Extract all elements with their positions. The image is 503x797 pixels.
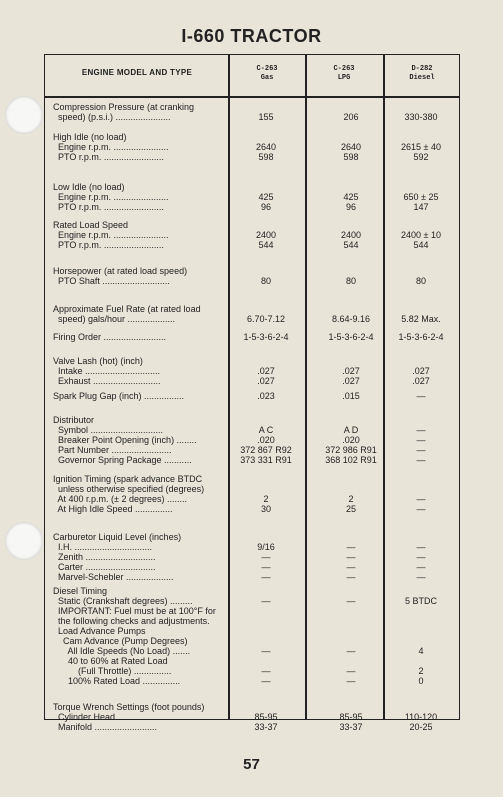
spec-value-c3: 2 xyxy=(418,666,424,676)
spec-value-c1: 155 xyxy=(258,112,274,122)
spec-value-c3: 80 xyxy=(415,276,426,286)
spec-value-c2: — xyxy=(346,646,356,656)
spec-value-c2: 33-37 xyxy=(339,722,363,732)
spec-label: Horsepower (at rated load speed) xyxy=(53,266,188,276)
spec-value-c3: 2400 ± 10 xyxy=(401,230,441,240)
spec-label: the following checks and adjustments. xyxy=(53,616,210,626)
spec-value-c2: 1-5-3-6-2-4 xyxy=(328,332,374,342)
spec-value-c1: — xyxy=(261,646,271,656)
binder-hole-top xyxy=(5,96,43,134)
spec-value-c1: 1-5-3-6-2-4 xyxy=(243,332,289,342)
spec-value-c2: .027 xyxy=(342,376,360,386)
spec-value-c2: — xyxy=(346,542,356,552)
spec-value-c3: 330-380 xyxy=(404,112,438,122)
header-col-gas-model: C-263 xyxy=(256,65,278,73)
spec-value-c2: — xyxy=(346,666,356,676)
spec-label: Static (Crankshaft degrees) ......... xyxy=(53,596,193,606)
spec-value-c1: 372 867 R92 xyxy=(240,445,292,455)
spec-value-c1: 9/16 xyxy=(257,542,275,552)
spec-value-c3: .027 xyxy=(412,376,430,386)
spec-value-c2: 8.64-9.16 xyxy=(331,314,371,324)
spec-value-c2: 544 xyxy=(343,240,359,250)
header-engine-model: ENGINE MODEL AND TYPE xyxy=(81,68,193,77)
spec-value-c3: — xyxy=(416,455,426,465)
spec-label: 40 to 60% at Rated Load xyxy=(53,656,168,666)
spec-value-c2: .015 xyxy=(342,391,360,401)
spec-label: High Idle (no load) xyxy=(53,132,127,142)
spec-value-c3: 1-5-3-6-2-4 xyxy=(398,332,444,342)
spec-value-c3: 20-25 xyxy=(409,722,433,732)
spec-value-c3: — xyxy=(416,445,426,455)
spec-label: Firing Order ......................... xyxy=(53,332,167,342)
spec-value-c3: — xyxy=(416,391,426,401)
spec-value-c1: 544 xyxy=(258,240,274,250)
spec-value-c1: 6.70-7.12 xyxy=(246,314,286,324)
spec-label: Torque Wrench Settings (foot pounds) xyxy=(53,702,205,712)
spec-value-c3: 0 xyxy=(418,676,424,686)
spec-value-c1: .027 xyxy=(257,376,275,386)
spec-table xyxy=(44,54,460,732)
spec-label: Carburetor Liquid Level (inches) xyxy=(53,532,182,542)
spec-value-c1: — xyxy=(261,572,271,582)
header-col-lpg xyxy=(306,65,382,83)
spec-label: Approximate Fuel Rate (at rated load xyxy=(53,304,201,314)
spec-label: Rated Load Speed xyxy=(53,220,129,230)
spec-label: At High Idle Speed ............... xyxy=(53,504,173,514)
spec-value-c3: 5.82 Max. xyxy=(401,314,441,324)
spec-label: speed) gals/hour ................... xyxy=(53,314,176,324)
spec-value-c3: 5 BTDC xyxy=(404,596,437,606)
header-col-lpg-model: C-263 xyxy=(333,65,355,73)
spec-value-c3: — xyxy=(416,504,426,514)
spec-value-c1: 96 xyxy=(260,202,271,212)
spec-value-c2: 372 986 R91 xyxy=(325,445,377,455)
header-divider xyxy=(45,96,459,98)
spec-value-c3: — xyxy=(416,494,426,504)
spec-value-c1: — xyxy=(261,676,271,686)
spec-label: 100% Rated Load ............... xyxy=(53,676,181,686)
spec-value-c2: 368 102 R91 xyxy=(325,455,377,465)
spec-label: (Full Throttle) ............... xyxy=(53,666,172,676)
spec-label: Ignition Timing (spark advance BTDC xyxy=(53,474,203,484)
header-col-gas xyxy=(229,65,305,83)
spec-label: Governor Spring Package ........... xyxy=(53,455,192,465)
spec-value-c1: — xyxy=(261,666,271,676)
spec-value-c2: 598 xyxy=(343,152,359,162)
spec-label: I.H. ............................... xyxy=(53,542,153,552)
spec-value-c1: — xyxy=(261,552,271,562)
spec-label: Engine r.p.m. ...................... xyxy=(53,142,169,152)
header-col-diesel xyxy=(384,65,460,83)
spec-value-c1: 2400 xyxy=(255,230,277,240)
spec-value-c2: .020 xyxy=(342,435,360,445)
spec-label: Manifold ......................... xyxy=(53,722,158,732)
spec-label: Part Number ........................ xyxy=(53,445,172,455)
spec-value-c3: 147 xyxy=(413,202,429,212)
spec-label: Compression Pressure (at cranking xyxy=(53,102,195,112)
spec-value-c2: — xyxy=(346,676,356,686)
spec-label: Carter ............................ xyxy=(53,562,156,572)
spec-value-c1: 598 xyxy=(258,152,274,162)
spec-value-c2: — xyxy=(346,552,356,562)
spec-label: Spark Plug Gap (inch) ................ xyxy=(53,391,185,401)
spec-value-c2: 425 xyxy=(343,192,359,202)
spec-label: PTO r.p.m. ........................ xyxy=(53,152,164,162)
spec-value-c1: 2640 xyxy=(255,142,277,152)
spec-value-c1: A C xyxy=(258,425,274,435)
spec-value-c2: 96 xyxy=(345,202,356,212)
spec-value-c1: 373 331 R91 xyxy=(240,455,292,465)
spec-value-c3: 110-120 xyxy=(404,712,438,722)
spec-value-c1: 85-95 xyxy=(254,712,278,722)
spec-value-c2: 80 xyxy=(345,276,356,286)
spec-label: Engine r.p.m. ...................... xyxy=(53,192,169,202)
spec-label: PTO Shaft ........................... xyxy=(53,276,170,286)
spec-label: Symbol ............................. xyxy=(53,425,164,435)
spec-value-c3: — xyxy=(416,435,426,445)
spec-value-c2: 2400 xyxy=(340,230,362,240)
spec-label: Marvel-Schebler ................... xyxy=(53,572,174,582)
spec-value-c2: A D xyxy=(343,425,359,435)
page-number: 57 xyxy=(243,756,260,773)
spec-label: At 400 r.p.m. (± 2 degrees) ........ xyxy=(53,494,187,504)
spec-value-c1: 30 xyxy=(260,504,271,514)
spec-value-c2: .027 xyxy=(342,366,360,376)
col-divider-2 xyxy=(305,55,307,719)
spec-label: Cylinder Head .................... xyxy=(53,712,168,722)
spec-label: Exhaust ........................... xyxy=(53,376,161,386)
spec-value-c2: — xyxy=(346,596,356,606)
spec-value-c1: .023 xyxy=(257,391,275,401)
spec-label: Distributor xyxy=(53,415,95,425)
spec-value-c3: — xyxy=(416,552,426,562)
header-col-gas-type: Gas xyxy=(260,74,274,82)
spec-label: Diesel Timing xyxy=(53,586,108,596)
spec-label: PTO r.p.m. ........................ xyxy=(53,202,164,212)
spec-value-c3: 592 xyxy=(413,152,429,162)
spec-label: unless otherwise specified (degrees) xyxy=(53,484,205,494)
spec-value-c2: — xyxy=(346,572,356,582)
spec-label: Zenith ............................ xyxy=(53,552,156,562)
spec-label: IMPORTANT: Fuel must be at 100°F for xyxy=(53,606,216,616)
spec-label: Intake .............................. xyxy=(53,366,161,376)
spec-value-c1: .020 xyxy=(257,435,275,445)
spec-value-c1: 425 xyxy=(258,192,274,202)
page-title: I-660 TRACTOR xyxy=(181,26,322,46)
spec-value-c3: — xyxy=(416,572,426,582)
spec-label: Low Idle (no load) xyxy=(53,182,125,192)
spec-value-c2: 85-95 xyxy=(339,712,363,722)
spec-value-c2: 2 xyxy=(348,494,354,504)
spec-label: PTO r.p.m. ........................ xyxy=(53,240,164,250)
spec-value-c2: — xyxy=(346,562,356,572)
spec-label: speed) (p.s.i.) ...................... xyxy=(53,112,171,122)
header-col-diesel-type: Diesel xyxy=(409,74,435,82)
spec-value-c1: — xyxy=(261,562,271,572)
spec-value-c3: — xyxy=(416,425,426,435)
spec-value-c2: 25 xyxy=(345,504,356,514)
spec-label: Cam Advance (Pump Degrees) xyxy=(53,636,188,646)
header-col-lpg-type: LPG xyxy=(337,74,351,82)
binder-hole-bottom xyxy=(5,522,43,560)
spec-label: Valve Lash (hot) (inch) xyxy=(53,356,143,366)
spec-value-c1: 33-37 xyxy=(254,722,278,732)
spec-label: Breaker Point Opening (inch) ........ xyxy=(53,435,197,445)
spec-value-c1: 80 xyxy=(260,276,271,286)
spec-value-c3: 650 ± 25 xyxy=(403,192,439,202)
spec-value-c2: 2640 xyxy=(340,142,362,152)
spec-value-c3: 2615 ± 40 xyxy=(401,142,441,152)
spec-value-c2: 206 xyxy=(343,112,359,122)
spec-value-c3: — xyxy=(416,562,426,572)
spec-value-c1: 2 xyxy=(263,494,269,504)
spec-value-c3: .027 xyxy=(412,366,430,376)
spec-value-c3: — xyxy=(416,542,426,552)
spec-label: Load Advance Pumps xyxy=(53,626,146,636)
spec-value-c3: 544 xyxy=(413,240,429,250)
spec-value-c1: .027 xyxy=(257,366,275,376)
spec-value-c1: — xyxy=(261,596,271,606)
spec-label: All Idle Speeds (No Load) ....... xyxy=(53,646,191,656)
spec-label: Engine r.p.m. ...................... xyxy=(53,230,169,240)
spec-value-c3: 4 xyxy=(418,646,424,656)
header-col-diesel-model: D-282 xyxy=(411,65,433,73)
